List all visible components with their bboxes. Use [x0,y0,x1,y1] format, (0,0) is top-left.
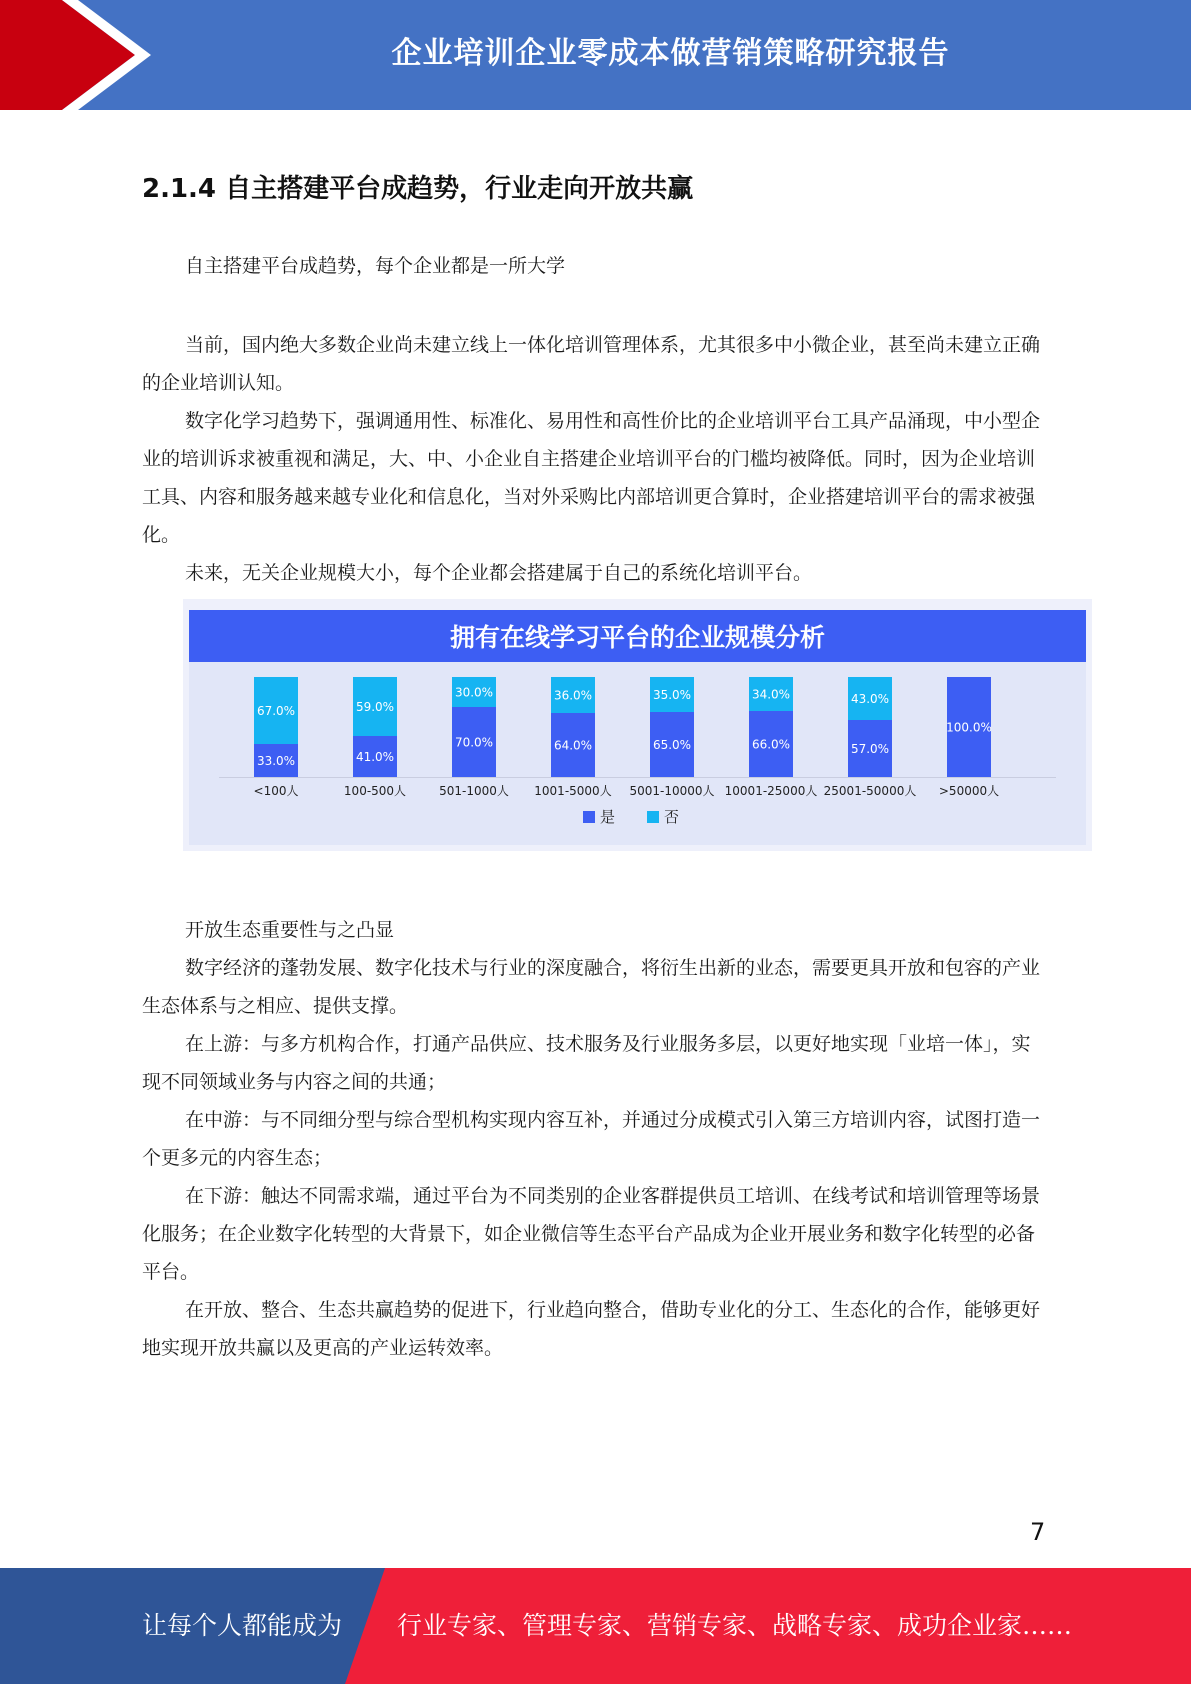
stacked-bar-chart [189,610,1086,845]
body-paragraph: 在下游：触达不同需求端，通过平台为不同类别的企业客群提供员工培训、在线考试和培训管理等场景化服务；在企业数字化转型的大背景下，如企业微信等生态平台产品成为企业开展业务和数字化转型的必备平台。 [142,1185,1041,1283]
x-tick-label: >50000人 [938,784,1000,798]
data-label: 36.0% [553,688,593,703]
data-label: 66.0% [751,737,791,752]
body-paragraph: 当前，国内绝大多数企业尚未建立线上一体化培训管理体系，尤其很多中小微企业，甚至尚未建立正确的企业培训认知。 [142,334,1041,394]
data-label: 67.0% [256,704,296,718]
legend-label: 是 [600,808,616,826]
subheading-paragraph: 开放生态重要性与之凸显 [185,919,395,941]
document-title: 企业培训企业零成本做营销策略研究报告 [391,36,950,71]
legend-swatch-yes [583,811,595,823]
footer-slogan-right: 行业专家、管理专家、营销专家、战略专家、成功企业家…… [397,1611,1073,1640]
page-footer [0,1568,1191,1684]
section-heading: 2.1.4 自主搭建平台成趋势，行业走向开放共赢 [142,174,694,204]
legend-swatch-no [647,811,659,823]
legend-label: 否 [664,808,680,826]
data-label: 34.0% [751,687,791,702]
subheading-paragraph: 自主搭建平台成趋势，每个企业都是一所大学 [185,255,566,277]
data-label: 30.0% [454,685,494,700]
body-paragraph: 数字经济的蓬勃发展、数字化技术与行业的深度融合，将衍生出新的业态，需要更具开放和包容的产业生态体系与之相应、提供支撑。 [142,957,1041,1017]
x-tick-label: 5001-10000人 [629,784,715,798]
x-tick-label: 501-1000人 [439,784,509,798]
x-tick-label: 25001-50000人 [823,784,917,798]
chart-panel [189,610,1086,845]
x-tick-label: 10001-25000人 [724,784,818,798]
body-paragraph: 在上游：与多方机构合作，打通产品供应、技术服务及行业服务多层，以更好地实现「业培一体」，实现不同领域业务与内容之间的共通； [142,1033,1031,1093]
body-paragraph: 在开放、整合、生态共赢趋势的促进下，行业趋向整合，借助专业化的分工、生态化的合作，能够更好地实现开放共赢以及更高的产业运转效率。 [142,1299,1041,1359]
data-label: 41.0% [355,750,395,764]
chart-container [183,599,1092,851]
body-paragraph: 数字化学习趋势下，强调通用性、标准化、易用性和高性价比的企业培训平台工具产品涌现，中小型企业的培训诉求被重视和满足，大、中、小企业自主搭建企业培训平台的门槛均被降低。同时，因为企业培训工具、内容和服务越来越专业化和信息化，当对外采购比内部培训更合算时，企业搭建培训平台的需求被强化。 [142,410,1041,546]
header-arrow-decoration [0,0,160,110]
chart-title: 拥有在线学习平台的企业规模分析 [189,610,1086,662]
data-label: 70.0% [454,735,494,750]
body-paragraph: 未来，无关企业规模大小，每个企业都会搭建属于自己的系统化培训平台。 [185,562,813,584]
data-label: 65.0% [652,738,692,752]
data-label: 64.0% [553,738,593,753]
data-label: 59.0% [355,700,395,714]
data-label: 33.0% [256,754,296,768]
data-label: 35.0% [652,688,692,702]
page-number: 7 [1030,1518,1046,1546]
page-header [0,0,1191,110]
x-tick-label: 100-500人 [343,784,407,798]
x-tick-label: 1001-5000人 [534,784,612,798]
body-paragraph: 在中游：与不同细分型与综合型机构实现内容互补，并通过分成模式引入第三方培训内容，试图打造一个更多元的内容生态； [142,1109,1041,1169]
data-label: 100.0% [946,720,992,735]
data-label: 57.0% [850,742,890,756]
footer-slogan-left: 让每个人都能成为 [142,1611,343,1640]
x-tick-label: <100人 [253,784,299,798]
data-label: 43.0% [850,692,890,706]
